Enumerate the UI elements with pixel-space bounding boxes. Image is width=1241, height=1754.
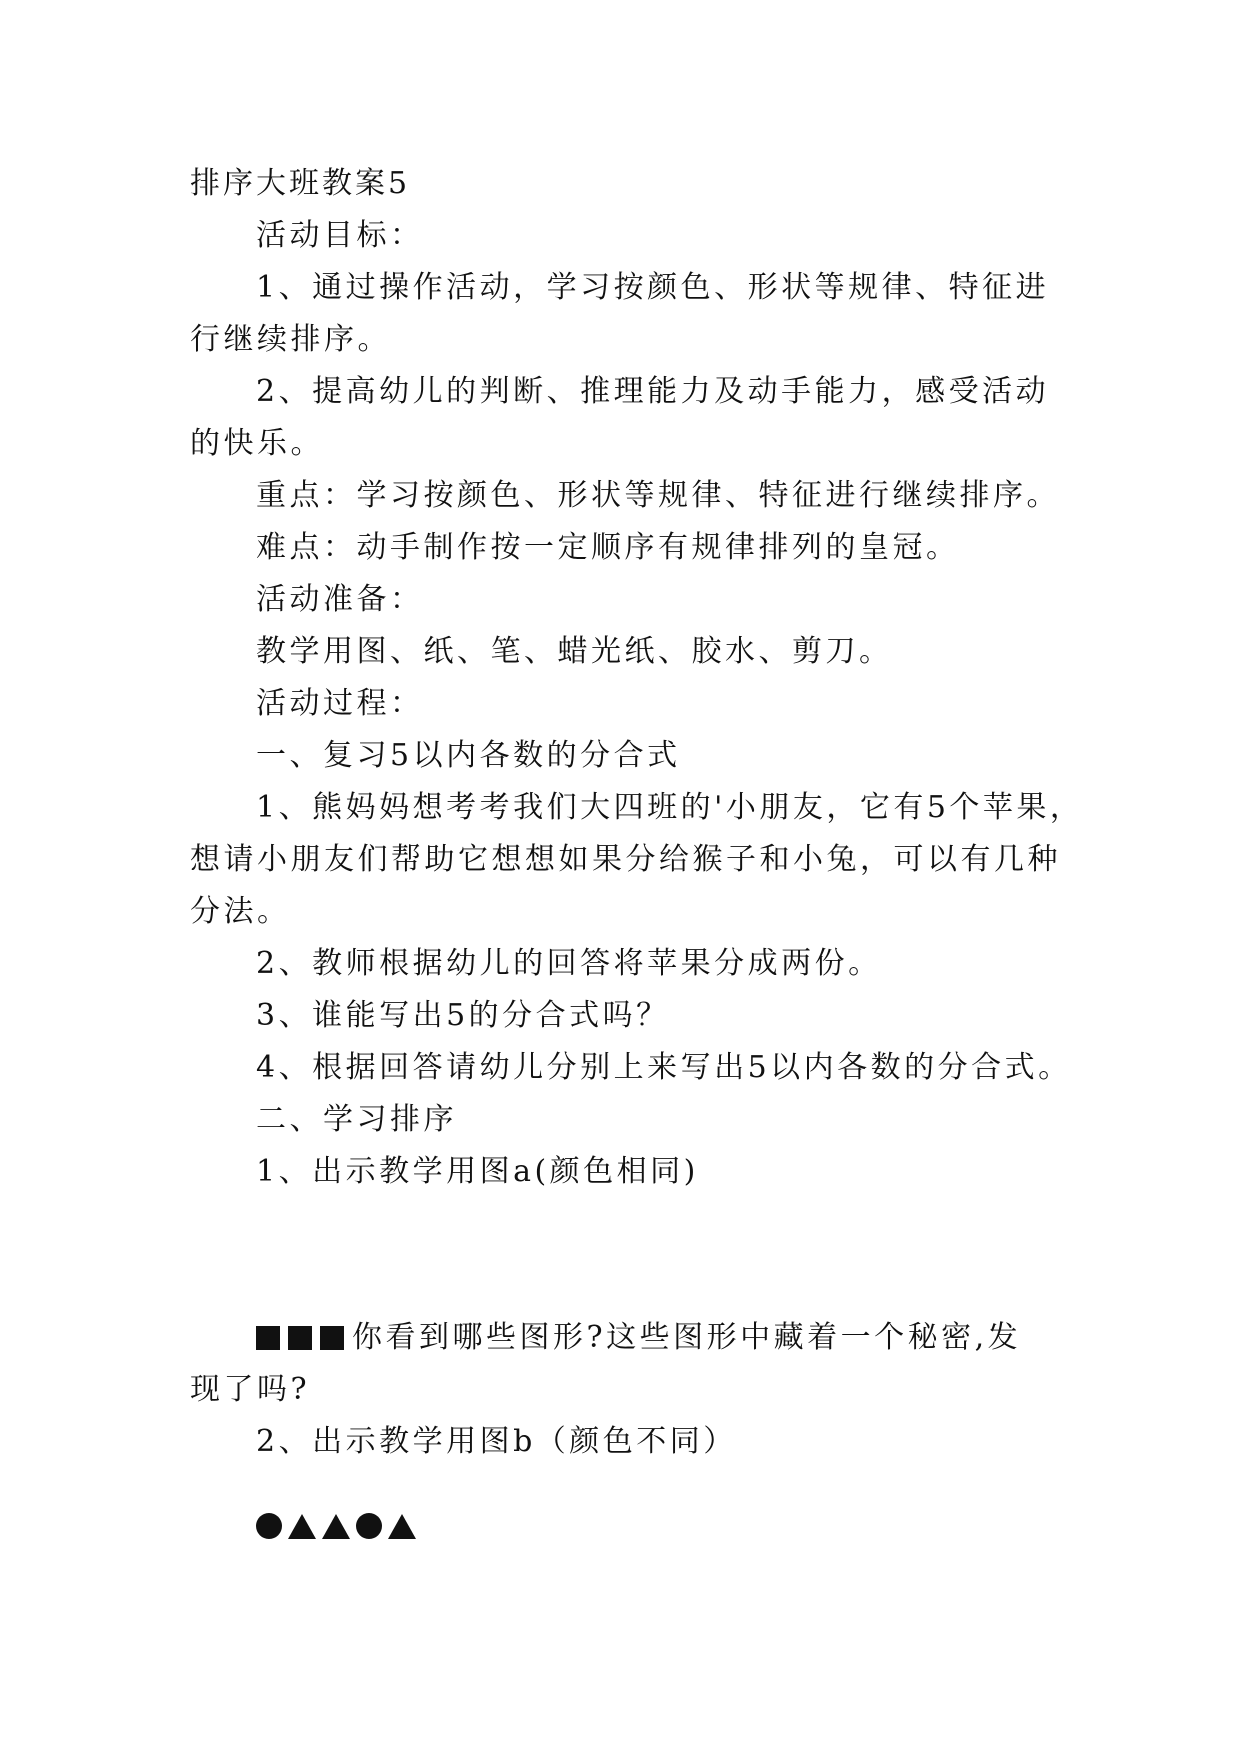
paragraph-step-1-3: 3、谁能写出5的分合式吗？ <box>256 998 670 1033</box>
paragraph-activity-goals-heading: 活动目标： <box>256 218 424 253</box>
pattern-b-shapes <box>256 1504 416 1548</box>
document-title: 排序大班教案5 <box>190 166 411 201</box>
square-shape <box>320 1326 344 1350</box>
paragraph-materials: 教学用图、纸、笔、蜡光纸、胶水、剪刀。 <box>256 634 893 669</box>
triangle-shape <box>288 1514 316 1539</box>
paragraph-goal-1: 1、通过操作活动，学习按颜色、形状等规律、特征进 <box>256 270 1050 305</box>
paragraph-preparation-heading: 活动准备： <box>256 582 424 617</box>
circle-shape <box>256 1513 282 1539</box>
triangle-shape <box>322 1514 350 1539</box>
paragraph-step-2-2: 2、出示教学用图b（颜色不同） <box>256 1424 737 1459</box>
paragraph-step-1-2: 2、教师根据幼儿的回答将苹果分成两份。 <box>256 946 882 981</box>
square-shape <box>288 1326 312 1350</box>
paragraph-key-point: 重点：学习按颜色、形状等规律、特征进行继续排序。 <box>256 478 1060 513</box>
square-shape <box>256 1326 280 1350</box>
paragraph-section-2: 二、学习排序 <box>256 1102 457 1137</box>
paragraph-question-cont: 现了吗? <box>190 1372 311 1407</box>
paragraph-process-heading: 活动过程： <box>256 686 424 721</box>
triangle-shape <box>388 1514 416 1539</box>
paragraph-question: 你看到哪些图形?这些图形中藏着一个秘密,发 <box>352 1320 1022 1355</box>
paragraph-difficulty: 难点：动手制作按一定顺序有规律排列的皇冠。 <box>256 530 960 565</box>
paragraph-step-2-1: 1、出示教学用图a(颜色相同) <box>256 1154 699 1189</box>
paragraph-section-1: 一、复习5以内各数的分合式 <box>256 738 681 773</box>
pattern-a-shapes <box>256 1316 1021 1360</box>
circle-shape <box>356 1513 382 1539</box>
paragraph-step-1-4: 4、根据回答请幼儿分别上来写出5以内各数的分合式。 <box>256 1050 1072 1085</box>
paragraph-goal-2-cont: 的快乐。 <box>190 426 324 461</box>
paragraph-step-1-1-cont: 想请小朋友们帮助它想想如果分给猴子和小兔，可以有几种 <box>190 842 1061 877</box>
paragraph-step-1-1-cont2: 分法。 <box>190 894 291 929</box>
paragraph-goal-1-cont: 行继续排序。 <box>190 322 391 357</box>
paragraph-goal-2: 2、提高幼儿的判断、推理能力及动手能力，感受活动 <box>256 374 1050 409</box>
paragraph-step-1-1: 1、熊妈妈想考考我们大四班的'小朋友，它有5个苹果， <box>256 790 1084 825</box>
